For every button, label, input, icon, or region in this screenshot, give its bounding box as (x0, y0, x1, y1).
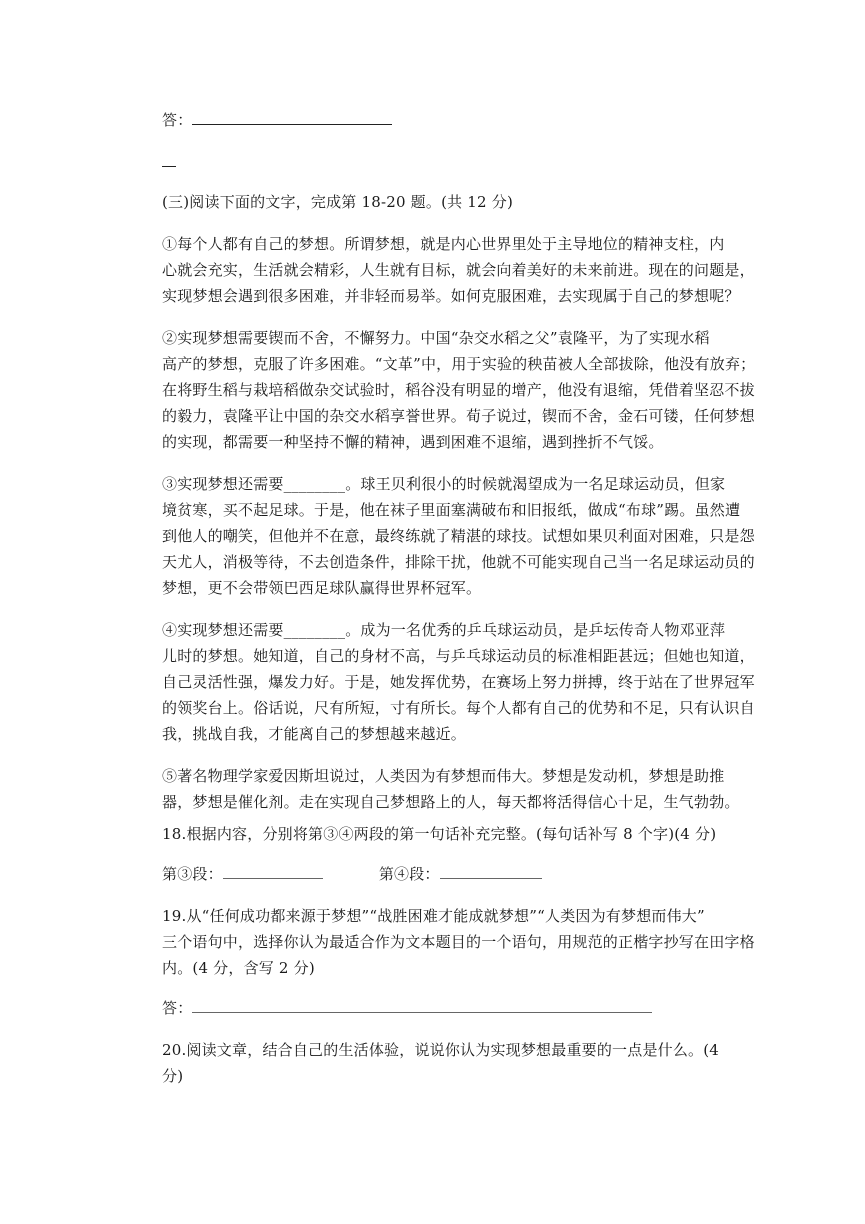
q19-answer-label: 答： (162, 999, 193, 1017)
answer-line-top (162, 108, 392, 132)
p2-line: 的毅力，袁隆平让中国的杂交水稻享誉世界。荀子说过，锲而不舍，金石可镂，任何梦想 (162, 407, 755, 425)
answer-blank[interactable] (192, 108, 392, 125)
p1-line: 实现梦想会遇到很多困难，并非轻而易举。如何克服困难，去实现属于自己的梦想呢？ (162, 287, 740, 305)
question-19-line: 内。(4 分，含写 2 分) (162, 959, 315, 977)
p3-line: ③实现梦想还需要________。球王贝利很小的时候就渴望成为一名足球运动员，但家 (162, 475, 726, 493)
p2-line: 高产的梦想，克服了许多困难。“文革”中，用于实验的秧苗被人全部拔除，他没有放弃； (162, 355, 756, 373)
p4-line: 自己灵活性强，爆发力好。于是，她发挥优势，在赛场上努力拼搏，终于站在了世界冠军 (162, 673, 755, 691)
p4-line: 我，挑战自我，才能离自己的梦想越来越近。 (162, 725, 467, 743)
p4-line: 的领奖台上。俗话说，尺有所短，寸有所长。每个人都有自己的优势和不足，只有认识自 (162, 699, 755, 717)
q18-p4-label: 第④段： (378, 865, 440, 883)
q18-p3-blank[interactable] (223, 864, 323, 879)
section-title: (三)阅读下面的文字，完成第 18-20 题。(共 12 分) (162, 193, 514, 211)
answer-label: 答： (162, 111, 193, 129)
p3-line: 梦想，更不会带领巴西足球队赢得世界杯冠军。 (162, 579, 482, 597)
p4-line: 儿时的梦想。她知道，自己的身材不高，与乒乓球运动员的标准相距甚远；但她也知道， (162, 647, 755, 665)
p5-line: ⑤著名物理学家爱因斯坦说过，人类因为有梦想而伟大。梦想是发动机，梦想是助推 (162, 767, 725, 785)
q18-p4-blank[interactable] (440, 864, 542, 879)
q19-answer-row (162, 996, 652, 1020)
question-19-line: 19.从“任何成功都来源于梦想”“战胜困难才能成就梦想”“人类因为有梦想而伟大” (162, 907, 705, 925)
p4-line: ④实现梦想还需要________。成为一名优秀的乒乓球运动员，是乒坛传奇人物邓亚萍 (162, 621, 726, 639)
p2-line: 在将野生稻与栽培稻做杂交试验时，稻谷没有明显的增产，他没有退缩，凭借着坚忍不拔 (162, 381, 755, 399)
q19-answer-blank[interactable] (192, 998, 652, 1013)
p2-line: 的实现，都需要一种坚持不懈的精神，遇到困难不退缩，遇到挫折不气馁。 (162, 433, 664, 451)
question-20-line: 分) (162, 1067, 184, 1085)
p3-line: 境贫寒，买不起足球。于是，他在袜子里面塞满破布和旧报纸，做成“布球”踢。虽然遭 (162, 501, 741, 519)
q18-answer-row (162, 862, 542, 886)
p1-line: 心就会充实，生活就会精彩，人生就有目标，就会向着美好的未来前进。现在的问题是， (162, 261, 755, 279)
short-dash (162, 166, 176, 167)
question-18: 18.根据内容，分别将第③④两段的第一句话补充完整。(每句话补写 8 个字)(4 分) (162, 825, 717, 843)
q18-p3-label: 第③段： (162, 865, 223, 883)
question-19-line: 三个语句中，选择你认为最适合作为文本题目的一个语句，用规范的正楷字抄写在田字格 (162, 933, 755, 951)
p3-line: 天尤人，消极等待，不去创造条件，排除干扰，他就不可能实现自己当一名足球运动员的 (162, 553, 755, 571)
question-20-line: 20.阅读文章，结合自己的生活体验，说说你认为实现梦想最重要的一点是什么。(4 (162, 1041, 720, 1059)
p2-line: ②实现梦想需要锲而不舍，不懈努力。中国“杂交水稻之父”袁隆平，为了实现水稻 (162, 329, 710, 347)
p5-line: 器，梦想是催化剂。走在实现自己梦想路上的人，每天都将活得信心十足，生气勃勃。 (162, 793, 740, 811)
p3-line: 到他人的嘲笑，但他并不在意，最终练就了精湛的球技。试想如果贝利面对困难，只是怨 (162, 527, 755, 545)
p1-line: ①每个人都有自己的梦想。所谓梦想，就是内心世界里处于主导地位的精神支柱，内 (162, 235, 725, 253)
